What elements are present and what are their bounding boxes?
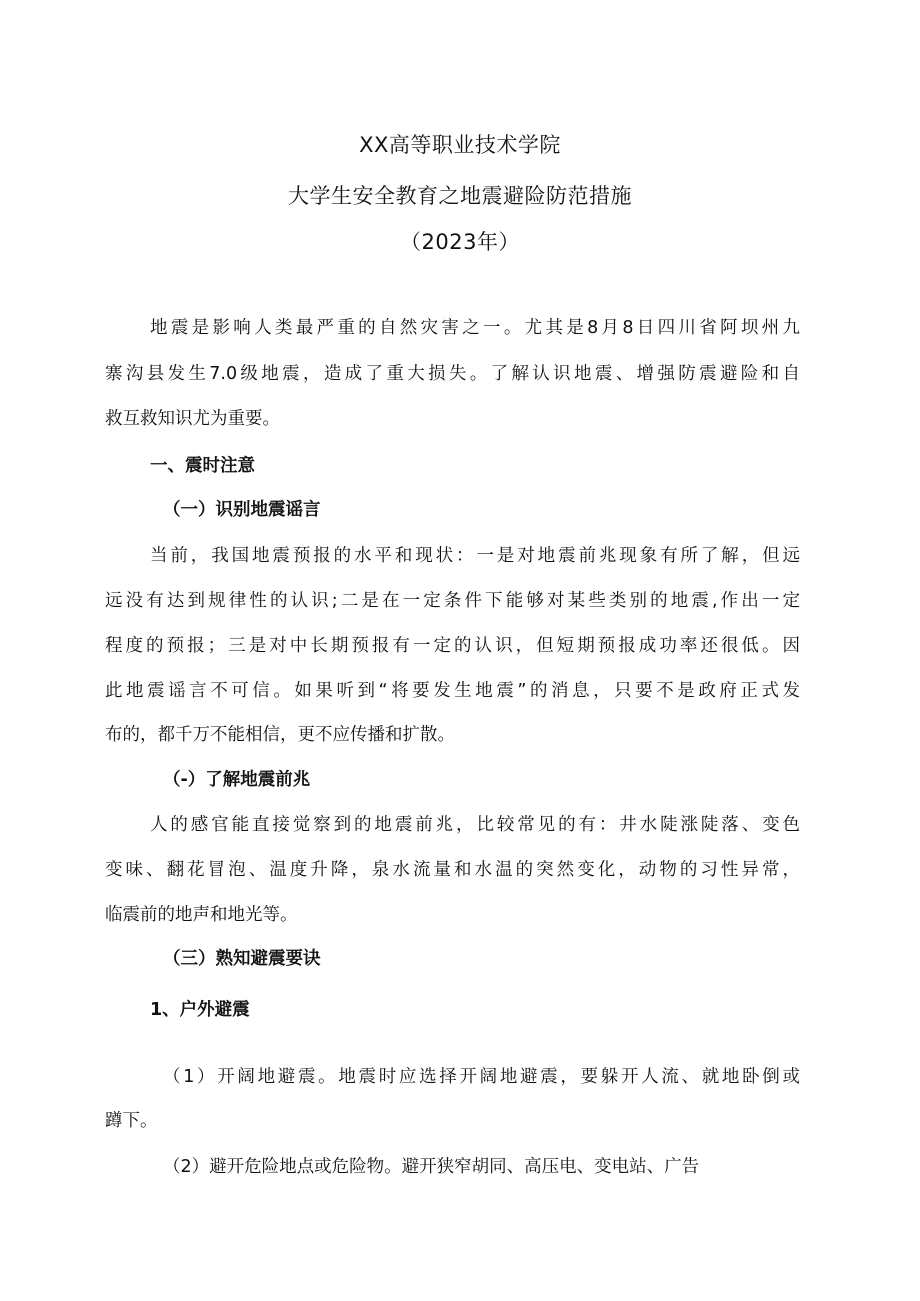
paragraph-line: 地震是影响人类最严重的自然灾害之一。尤其是8月8日四川省阿坝州九 xyxy=(150,318,800,338)
paragraph-line: 变味、翻花冒泡、温度升降，泉水流量和水温的突然变化，动物的习性异常， xyxy=(105,860,800,880)
paragraph-line: 远没有达到规律性的认识;二是在一定条件下能够对某些类别的地震,作出一定 xyxy=(105,591,800,611)
paragraph-line: 救互救知识尤为重要。 xyxy=(105,409,280,429)
paragraph-line: 布的，都千万不能相信，更不应传播和扩散。 xyxy=(105,725,455,745)
paragraph-line: （1）开阔地避震。地震时应选择开阔地避震，要躲开人流、就地卧倒或 xyxy=(163,1067,800,1087)
paragraph-line: 人的感官能直接觉察到的地震前兆，比较常见的有：井水陡涨陡落、变色 xyxy=(150,815,800,835)
paragraph-line: 此地震谣言不可信。如果听到“将要发生地震”的消息，只要不是政府正式发 xyxy=(105,681,800,701)
document-title-year: （2023年） xyxy=(400,230,520,254)
section-heading: 一、震时注意 xyxy=(150,456,255,476)
paragraph-line: 当前，我国地震预报的水平和现状：一是对地震前兆现象有所了解，但远 xyxy=(150,546,800,566)
paragraph-line: （2）避开危险地点或危险物。避开狭窄胡同、高压电、变电站、广告 xyxy=(163,1157,700,1177)
subsection-heading: （三）熟知避震要诀 xyxy=(163,949,321,969)
document-title-main: 大学生安全教育之地震避险防范措施 xyxy=(288,184,632,208)
subsection-heading: （-）了解地震前兆 xyxy=(163,770,311,790)
paragraph-line: 寨沟县发生7.0级地震，造成了重大损失。了解认识地震、增强防震避险和自 xyxy=(105,364,800,384)
paragraph-line: 临震前的地声和地光等。 xyxy=(105,905,298,925)
item-heading: 1、户外避震 xyxy=(150,1000,250,1020)
subsection-heading: （一）识别地震谣言 xyxy=(163,500,321,520)
paragraph-line: 程度的预报；三是对中长期预报有一定的认识，但短期预报成功率还很低。因 xyxy=(105,636,800,656)
paragraph-line: 蹲下。 xyxy=(105,1111,158,1131)
document-title-school: XX高等职业技术学院 xyxy=(359,133,561,157)
